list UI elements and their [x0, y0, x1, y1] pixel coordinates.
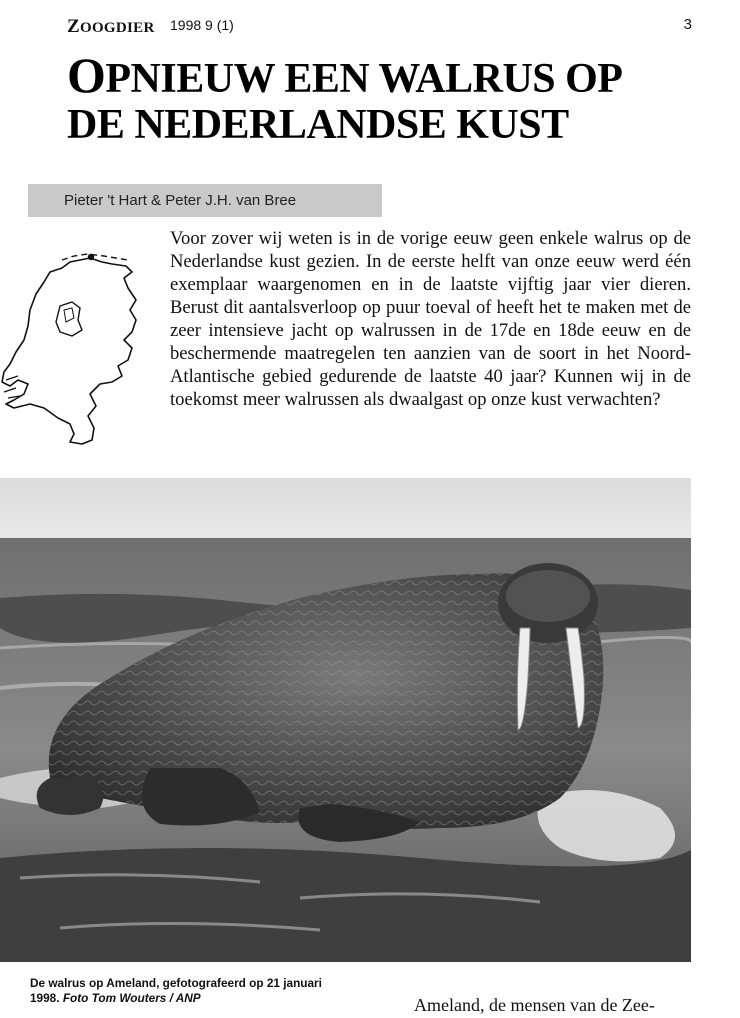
- title-line-2: DE NEDERLANDSE KUST: [67, 102, 569, 148]
- body-text-start: Ameland, de mensen van de Zee-: [414, 995, 655, 1015]
- page-header: [67, 14, 692, 38]
- issue-info: 1998 9 (1): [170, 17, 234, 33]
- walrus-photo: [0, 478, 691, 962]
- figure-caption: De walrus op Ameland, gefotografeerd op 21 januari 1998. Foto Tom Wouters / ANP: [30, 976, 322, 1005]
- article-title: [67, 47, 697, 148]
- journal-name: ZOOGDIER: [67, 16, 155, 37]
- netherlands-map-icon: [0, 248, 160, 453]
- abstract: Voor zover wij weten is in de vorige eeuw geen enkele walrus op de Nederlandse kust gezien. In de eerste helft van onze eeuw werd één exemplaar waargenomen en in de laatste vijftig jaar vier dieren. Berust dit aantalsverloop op puur toeval of heeft het te maken met de zeer intensieve jacht op walrussen in de 17de en 18de eeuw en de beschermende maatregelen ten aanzien van de soort in het Noord-Atlantische gebied gedurende de laatste 40 jaar? Kunnen wij in de toekomst meer walrussen als dwaalgast op onze kust verwachten?: [170, 228, 691, 410]
- title-line-1: OPNIEUW EEN WALRUS OP: [67, 47, 623, 103]
- photo-credit: Foto Tom Wouters / ANP: [62, 991, 201, 1005]
- page-number: 3: [683, 16, 692, 33]
- author-bar: Pieter 't Hart & Peter J.H. van Bree: [28, 184, 382, 217]
